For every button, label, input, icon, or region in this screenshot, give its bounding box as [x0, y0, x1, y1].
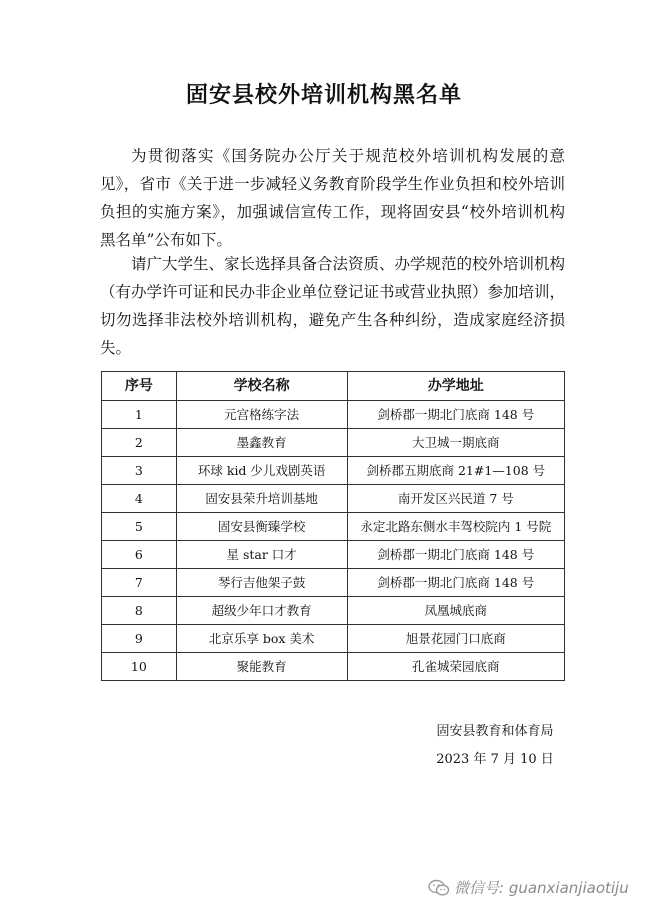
- table-row: [102, 653, 565, 681]
- table-row: [102, 485, 565, 513]
- table-header-row: [102, 372, 565, 401]
- row-address: 旭景花园门口底商: [347, 625, 564, 653]
- blacklist-table: [101, 371, 565, 681]
- row-address: 孔雀城荣园底商: [347, 653, 564, 681]
- row-school-name: 墨鑫教育: [176, 429, 347, 457]
- row-address: 剑桥郡一期北门底商 148 号: [347, 401, 564, 429]
- table-row: [102, 429, 565, 457]
- row-address: 剑桥郡五期底商 21#1—108 号: [347, 457, 564, 485]
- row-school-name: 琴行吉他架子鼓: [176, 569, 347, 597]
- row-school-name: 星 star 口才: [176, 541, 347, 569]
- wechat-icon: [428, 879, 450, 897]
- row-number: 1: [102, 401, 177, 429]
- advice-paragraph: 请广大学生、家长选择具备合法资质、办学规范的校外培训机构（有办学许可证和民办非企业单位登记证书或营业执照）参加培训，切勿选择非法校外培训机构，避免产生各种纠纷，造成家庭经济损失。: [100, 255, 566, 357]
- table-row: [102, 625, 565, 653]
- row-school-name: 环球 kid 少儿戏剧英语: [176, 457, 347, 485]
- row-number: 4: [102, 485, 177, 513]
- row-number: 10: [102, 653, 177, 681]
- issue-date: 2023 年 7 月 10 日: [436, 752, 554, 767]
- row-number: 6: [102, 541, 177, 569]
- row-school-name: 元宫格练字法: [176, 401, 347, 429]
- row-number: 5: [102, 513, 177, 541]
- page-title: 固安县校外培训机构黑名单: [185, 82, 462, 108]
- row-address: 凤凰城底商: [347, 597, 564, 625]
- row-number: 7: [102, 569, 177, 597]
- intro-paragraph: 为贯彻落实《国务院办公厅关于规范校外培训机构发展的意见》，省市《关于进一步减轻义务教育阶段学生作业负担和校外培训负担的实施方案》，加强诚信宣传工作，现将固安县“校外培训机构黑名单”公布如下。: [100, 147, 565, 249]
- table-body: [102, 401, 565, 681]
- wechat-watermark: [428, 877, 629, 898]
- row-address: 剑桥郡一期北门底商 148 号: [347, 541, 564, 569]
- header-school-name: 学校名称: [176, 372, 347, 401]
- row-number: 8: [102, 597, 177, 625]
- header-number: 序号: [102, 372, 177, 401]
- row-number: 2: [102, 429, 177, 457]
- row-address: 大卫城一期底商: [347, 429, 564, 457]
- row-school-name: 超级少年口才教育: [176, 597, 347, 625]
- table-row: [102, 541, 565, 569]
- table-row: [102, 513, 565, 541]
- row-school-name: 北京乐享 box 美术: [176, 625, 347, 653]
- issuer-signature: 固安县教育和体育局: [436, 724, 554, 739]
- row-number: 3: [102, 457, 177, 485]
- row-number: 9: [102, 625, 177, 653]
- table-row: [102, 569, 565, 597]
- header-address: 办学地址: [347, 372, 564, 401]
- row-school-name: 聚能教育: [176, 653, 347, 681]
- table-row: [102, 457, 565, 485]
- row-address: 永定北路东侧水丰驾校院内 1 号院: [347, 513, 564, 541]
- row-school-name: 固安县衡臻学校: [176, 513, 347, 541]
- row-address: 剑桥郡一期北门底商 148 号: [347, 569, 564, 597]
- table-row: [102, 401, 565, 429]
- row-school-name: 固安县荣升培训基地: [176, 485, 347, 513]
- watermark-text: 微信号: guanxianjiaotiju: [454, 879, 629, 897]
- table-row: [102, 597, 565, 625]
- row-address: 南开发区兴民道 7 号: [347, 485, 564, 513]
